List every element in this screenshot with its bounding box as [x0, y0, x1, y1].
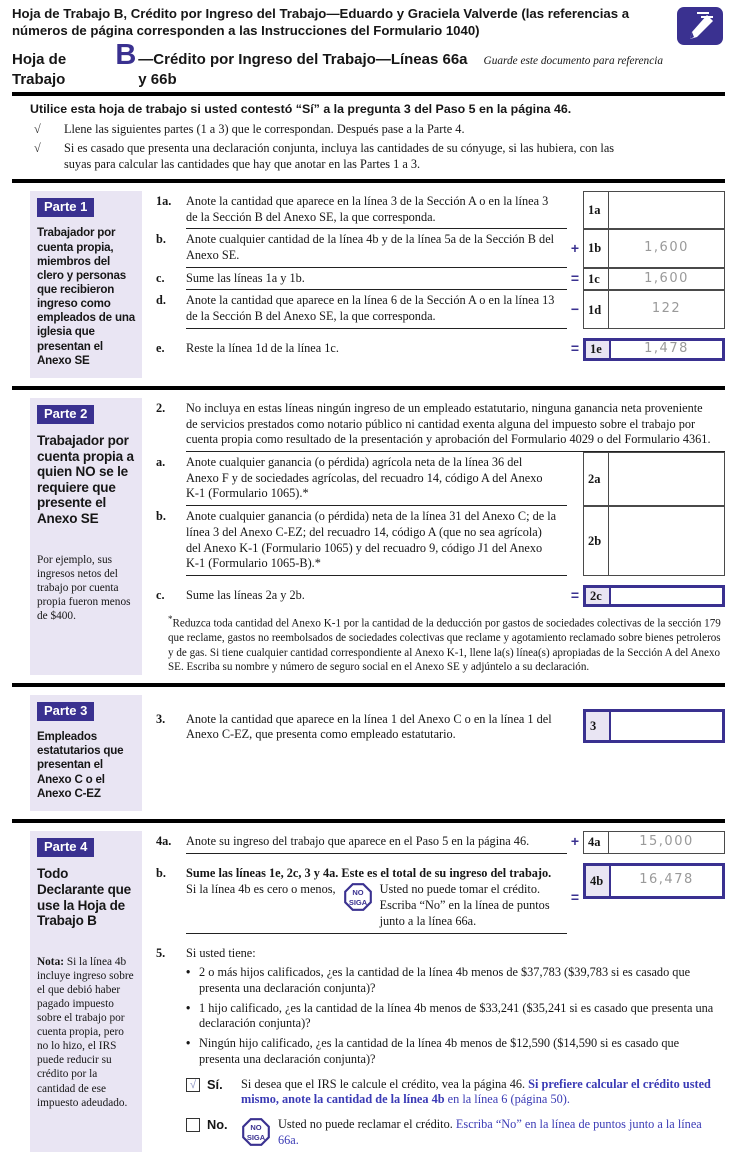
line-2b-row: [156, 506, 725, 576]
line-4b-label: b.: [156, 865, 166, 880]
part-1-badge: Parte 1: [37, 198, 94, 218]
plus-operator: +: [570, 239, 580, 256]
worksheet-letter: B: [115, 39, 137, 72]
box-label: 3: [586, 712, 611, 740]
checkmark-icon: √: [34, 141, 41, 156]
line-3-label: 3.: [156, 711, 166, 726]
svg-text:SIGA: SIGA: [246, 1133, 266, 1143]
minus-operator: −: [570, 300, 580, 317]
box-label: 4a: [584, 832, 609, 853]
worksheet-prefix: Hoja de Trabajo: [12, 51, 67, 88]
yes-text-blue-bold: Si prefiere calcular el crédito usted mismo, anote la cantidad de la línea 4b: [241, 1076, 711, 1107]
part-4-sidebar-title: Todo Declarante que use la Hoja de Trabajo B: [37, 866, 131, 929]
part-4: [12, 819, 725, 1160]
equals-operator: =: [570, 340, 580, 357]
worksheet-subtitle: [12, 39, 663, 88]
line-1e-value[interactable]: 1,478: [644, 340, 689, 356]
no-text-blue: Escriba “No” en la línea de puntos junto a la línea 66a.: [278, 1117, 702, 1147]
intro-item-text: Si es casado que presenta una declaración conjunta, incluya las cantidades de su cónyuge, si las hubiera, con las suyas para calcular las cantidades que hay que anotar en las Partes 1 a 3.: [64, 141, 615, 172]
line-1e-text: Reste la línea 1d de la línea 1c.: [186, 340, 339, 355]
line-2-label: 2.: [156, 400, 166, 415]
bullet-icon: •: [186, 965, 191, 980]
bullet-icon: •: [186, 1000, 191, 1015]
box-label: 2b: [584, 507, 609, 575]
part-3-sidebar: [30, 695, 142, 811]
box-label: 1c: [584, 269, 609, 290]
part-3-main: [156, 695, 725, 811]
svg-text:NO: NO: [250, 1123, 262, 1133]
line-1e-box: [583, 338, 725, 361]
bullet-text: 2 o más hijos calificados, ¿es la cantidad de la línea 4b menos de $37,783 ($39,783 si es casado que presenta una declaración conjunta)?: [199, 965, 691, 995]
yes-text-black: Si desea que el IRS le calcule el crédito, vea la página 46.: [241, 1076, 529, 1091]
part-3-badge: Parte 3: [37, 702, 94, 722]
header: [12, 5, 725, 89]
line-4a-value[interactable]: 15,000: [639, 833, 694, 849]
line-1d-row: [156, 290, 725, 328]
bullet-one-child: [186, 1001, 715, 1032]
condition-text: Si la línea 4b es cero o menos,: [186, 882, 336, 897]
box-label: 1a: [584, 192, 609, 228]
box-label: 4b: [586, 866, 611, 896]
line-5-row: [156, 943, 725, 1152]
line-4b-bold-text: Sume las líneas 1e, 2c, 3 y 4a. Este es el total de su ingreso del trabajo.: [186, 865, 552, 880]
plus-operator: +: [570, 833, 580, 850]
bullet-no-children: [186, 1036, 715, 1067]
line-5-label: 5.: [156, 945, 166, 960]
line-2a-row: [156, 452, 725, 506]
line-4b-text: [186, 863, 567, 934]
part-2-footnote: [156, 607, 725, 674]
line-4b-row: [156, 863, 725, 934]
yes-option-row: [186, 1077, 715, 1108]
no-siga-stop-icon: [241, 1117, 271, 1147]
part-1-sidebar: [30, 191, 142, 378]
line-1a-row: [156, 191, 725, 229]
equals-operator: =: [570, 270, 580, 287]
part-2-sidebar-note: Por ejemplo, sus ingresos netos del trabajo por cuenta propia fueron menos de $400.: [37, 553, 131, 622]
line-1b-label: b.: [156, 232, 166, 247]
checkmark-icon: √: [34, 121, 41, 136]
part-1: [12, 179, 725, 386]
note-label: Nota:: [37, 955, 64, 968]
yes-text: [241, 1077, 715, 1108]
operator: [567, 191, 583, 229]
yes-text-blue: en la línea 6 (página 50).: [447, 1092, 570, 1107]
line-1c-label: c.: [156, 270, 165, 285]
line-2b-box: [583, 506, 725, 576]
part-4-sidebar: [30, 831, 142, 1152]
line-4a-label: 4a.: [156, 833, 172, 848]
bullet-two-children: [186, 965, 715, 996]
note-text: Si la línea 4b incluye ingreso sobre el que debió haber pagado impuesto sobre el trabajo por cuenta propia, pero no lo hizo, el IRS puede reducir su crédito por la cantidad de ese impuesto adeudado.: [37, 955, 134, 1109]
no-checkbox[interactable]: [186, 1118, 200, 1132]
intro-item: [30, 141, 719, 172]
footnote-text: Reduzca toda cantidad del Anexo K-1 por la cantidad de la deducción por gastos de sociedades colectivas de la sección 179 que reclame, gastos no reembolsados de sociedades colectivas que reclame y agotamiento reclamado sobre bienes petroleros y de gas. Si tiene cualquier cantidad correspondiente al Anexo K-1, llene la(s) línea(s) apropiadas de la Sección A del Anexo SE. Escriba su nombre y número de seguro social en el Anexo SE y adjúntelo a su declaración.: [168, 617, 721, 674]
line-3-row: [156, 709, 725, 746]
line-1d-value[interactable]: 122: [651, 301, 682, 317]
line-1a-label: 1a.: [156, 193, 172, 208]
box-label: 2a: [584, 453, 609, 505]
line-1c-text: Sume las líneas 1a y 1b.: [186, 268, 567, 291]
no-siga-stop-icon: [343, 882, 373, 912]
equals-operator: =: [570, 587, 580, 604]
line-2-intro-row: [156, 398, 725, 452]
operator: [567, 506, 583, 576]
line-1b-row: [156, 229, 725, 267]
part-4-badge: Parte 4: [37, 838, 94, 858]
part-2-sidebar-title: Trabajador por cuenta propia a quien NO se le requiere que presente el Anexo SE: [37, 433, 134, 526]
part-2-sidebar: [30, 398, 142, 675]
part-4-main: [156, 831, 725, 1152]
part-3: [12, 683, 725, 819]
no-option-row: [186, 1117, 715, 1148]
yes-label: Sí.: [207, 1076, 223, 1092]
equals-operator: =: [570, 889, 580, 906]
line-2a-value[interactable]: [609, 453, 724, 505]
line-1d-label: d.: [156, 293, 166, 308]
line-2a-box: [583, 452, 725, 506]
keep-for-reference-note: Guarde este documento para referencia: [483, 55, 663, 68]
line-4a-row: [156, 831, 725, 854]
line-4a-text: Anote su ingreso del trabajo que aparece en el Paso 5 en la página 46.: [186, 831, 567, 854]
part-3-sidebar-title: Empleados estatutarios que presentan el Anexo C o el Anexo C-EZ: [37, 730, 124, 800]
line-1e-label: e.: [156, 340, 165, 355]
line-2c-value[interactable]: [611, 588, 722, 604]
line-1c-row: [156, 268, 725, 291]
pencil-icon: [677, 7, 723, 45]
line-4a-box: [583, 831, 725, 854]
worksheet-suffix: —Crédito por Ingreso del Trabajo—Líneas 66a y 66b: [138, 51, 468, 88]
part-2-main: [156, 398, 725, 675]
bullet-text: Ningún hijo calificado, ¿es la cantidad de la línea 4b menos de $12,590 ($14,590 si es casado que presenta una declaración conjunta)?: [199, 1036, 680, 1066]
part-2: [12, 386, 725, 683]
line-2c-row: [156, 585, 725, 607]
line-2b-value[interactable]: [609, 507, 724, 575]
part-4-sidebar-note: [37, 955, 135, 1110]
line-1a-box: [583, 191, 725, 229]
bullet-icon: •: [186, 1036, 191, 1051]
line-1b-box: [583, 229, 725, 267]
line-1a-value[interactable]: [609, 192, 724, 228]
line-1d-text: Anote la cantidad que aparece en la línea 6 de la Sección A o en la línea 13 de la Sección B del Anexo SE, la que corresponda.: [186, 290, 567, 328]
part-1-sidebar-title: Trabajador por cuenta propia, miembros del clero y personas que recibieron ingreso como empleados de una iglesia que presentan el Anexo SE: [37, 226, 135, 367]
svg-text:NO: NO: [351, 888, 364, 898]
box-label: 1b: [584, 230, 609, 266]
box-label: 1e: [586, 341, 611, 358]
yes-checkbox[interactable]: √: [186, 1078, 200, 1092]
part-1-main: [156, 191, 725, 378]
line-2a-text: Anote cualquier ganancia (o pérdida) agrícola neta de la línea 36 del Anexo F y de sociedades agrícolas, del recuadro 14, código A del Anexo K-1 (Formulario 1065).*: [186, 452, 567, 506]
line-4b-box: [583, 863, 725, 899]
line-4b-condition: [186, 882, 557, 929]
intro-item: [30, 122, 719, 138]
line-2c-box: [583, 585, 725, 607]
footnote-mark: *: [168, 614, 173, 625]
line-2b-text: Anote cualquier ganancia (o pérdida) neta de la línea 31 del Anexo C; de la línea 3 del Anexo C-EZ; del recuadro 14, código A (que no sea agrícola) del Anexo K-1 (Formulario 1065) y del recuadro 9, código J1 del Anexo K-1 (Formulario 1065-B).*: [186, 506, 567, 576]
line-2-text: No incluya en estas líneas ningún ingreso de un empleado estatutario, ninguna ganancia neta proveniente de servicios prestados como notario público ni cantidad exenta alguna del impuesto sobre el trabajo por cuenta propia como resultado de la presentación y aprobación del Formulario 4029 o del Formulario 4361.: [186, 398, 725, 452]
line-1c-value[interactable]: 1,600: [644, 270, 689, 286]
svg-text:SIGA: SIGA: [348, 898, 367, 908]
line-1b-text: Anote cualquier cantidad de la línea 4b y de la línea 5a de la Sección B del Anexo SE.: [186, 229, 567, 267]
line-5-content: [186, 943, 725, 1152]
part-2-badge: Parte 2: [37, 405, 94, 425]
line-1b-value[interactable]: 1,600: [644, 240, 689, 256]
operator: [567, 452, 583, 506]
line-3-text: Anote la cantidad que aparece en la línea 1 del Anexo C o en la línea 1 del Anexo C-EZ, que presenta como empleado estatutario.: [186, 711, 552, 742]
no-label: No.: [207, 1117, 228, 1133]
intro-item-text: Llene las siguientes partes (1 a 3) que le correspondan. Después pase a la Parte 4.: [64, 121, 465, 136]
no-text-black: Usted no puede reclamar el crédito.: [278, 1117, 456, 1132]
line-1d-box: [583, 290, 725, 328]
page-title: Hoja de Trabajo B, Crédito por Ingreso del Trabajo—Eduardo y Graciela Valverde (las referencias a números de página corresponden a las Instrucciones del Formulario 1040): [12, 6, 630, 39]
line-2a-label: a.: [156, 455, 166, 469]
line-3-value[interactable]: [611, 712, 722, 740]
line-2c-label: c.: [156, 588, 165, 603]
line-4b-value[interactable]: 16,478: [639, 872, 694, 888]
line-2b-label: b.: [156, 509, 166, 524]
box-label: 2c: [586, 588, 611, 604]
line-1a-text: Anote la cantidad que aparece en la línea 3 de la Sección A o en la línea 3 de la Sección B del Anexo SE, la que corresponda.: [186, 191, 567, 229]
no-text: [278, 1117, 715, 1148]
bullet-text: 1 hijo calificado, ¿es la cantidad de la línea 4b menos de $33,241 ($35,241 si es casado que presenta una declaración conjunta)?: [199, 1000, 714, 1031]
line-5-intro: Si usted tiene:: [186, 945, 256, 960]
line-2c-text: Sume las líneas 2a y 2b.: [186, 588, 305, 603]
intro-instruction: Utilice esta hoja de trabajo si usted contestó “Sí” a la pregunta 3 del Paso 5 en la página 46.: [30, 101, 572, 116]
box-label: 1d: [584, 291, 609, 327]
line-3-box: [583, 709, 725, 743]
stop-result-text: Usted no puede tomar el crédito. Escriba “No” en la línea de puntos junto a la línea 66a.: [379, 882, 550, 928]
line-1c-box: [583, 268, 725, 291]
operator: [567, 709, 583, 746]
line-1e-row: [156, 338, 725, 361]
intro-section: [12, 96, 725, 179]
